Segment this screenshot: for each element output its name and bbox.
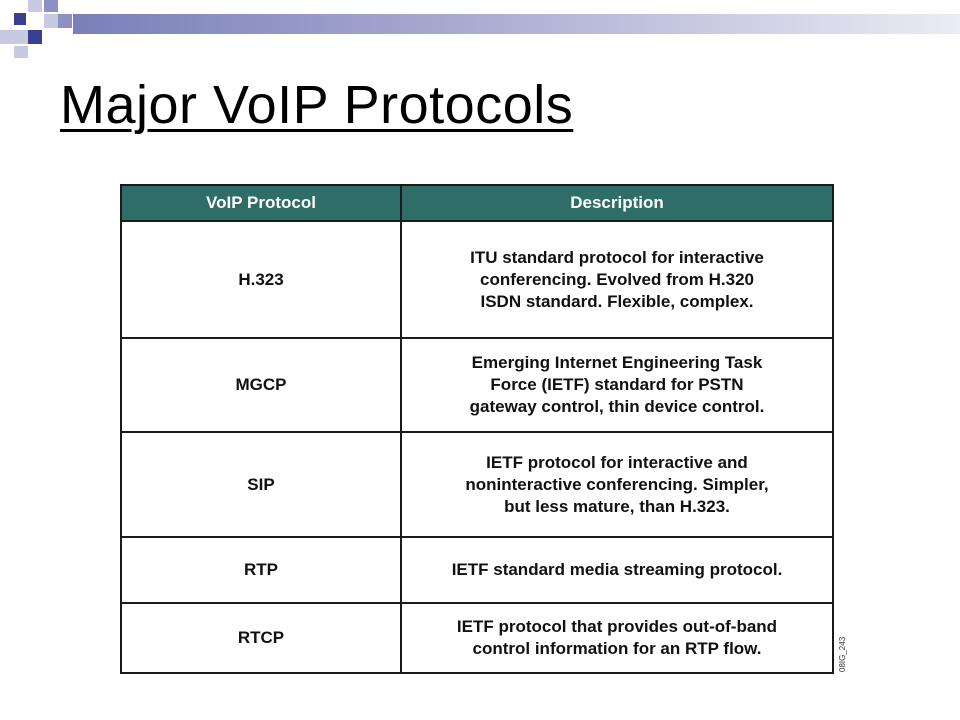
figure-id-label: [838, 628, 852, 672]
corner-decoration: [0, 0, 960, 60]
figure-id-text: 08IG_243: [838, 636, 847, 672]
table-row: [121, 432, 833, 537]
decor-square: [44, 0, 58, 12]
table-row: [121, 537, 833, 603]
description-cell: IETF protocol that provides out-of-band control information for an RTP flow.: [401, 603, 833, 673]
decor-square: [14, 46, 28, 58]
page-title: Major VoIP Protocols: [60, 75, 574, 135]
table-row: [121, 221, 833, 338]
table-row: [121, 338, 833, 432]
description-cell: Emerging Internet Engineering Task Force (IETF) standard for PSTN gateway control, thin device control.: [401, 338, 833, 432]
table-header-row: [121, 185, 833, 221]
description-cell: ITU standard protocol for interactive conferencing. Evolved from H.320 ISDN standard. Flexible, complex.: [401, 221, 833, 338]
decor-square: [28, 30, 42, 44]
decor-square: [58, 14, 72, 28]
description-cell: IETF protocol for interactive and noninteractive conferencing. Simpler, but less mature, than H.323.: [401, 432, 833, 537]
protocol-cell: RTP: [121, 537, 401, 603]
protocol-table: [120, 184, 834, 674]
decor-square: [14, 13, 26, 25]
protocol-cell: MGCP: [121, 338, 401, 432]
protocol-cell: H.323: [121, 221, 401, 338]
table-row: [121, 603, 833, 673]
decor-square: [28, 0, 42, 12]
description-cell: IETF standard media streaming protocol.: [401, 537, 833, 603]
protocol-cell: SIP: [121, 432, 401, 537]
header-description: Description: [401, 185, 833, 221]
header-protocol: VoIP Protocol: [121, 185, 401, 221]
header-gradient-bar: [73, 14, 960, 34]
decor-square: [0, 30, 14, 44]
decor-square: [44, 14, 58, 28]
decor-square: [14, 30, 28, 44]
protocol-cell: RTCP: [121, 603, 401, 673]
